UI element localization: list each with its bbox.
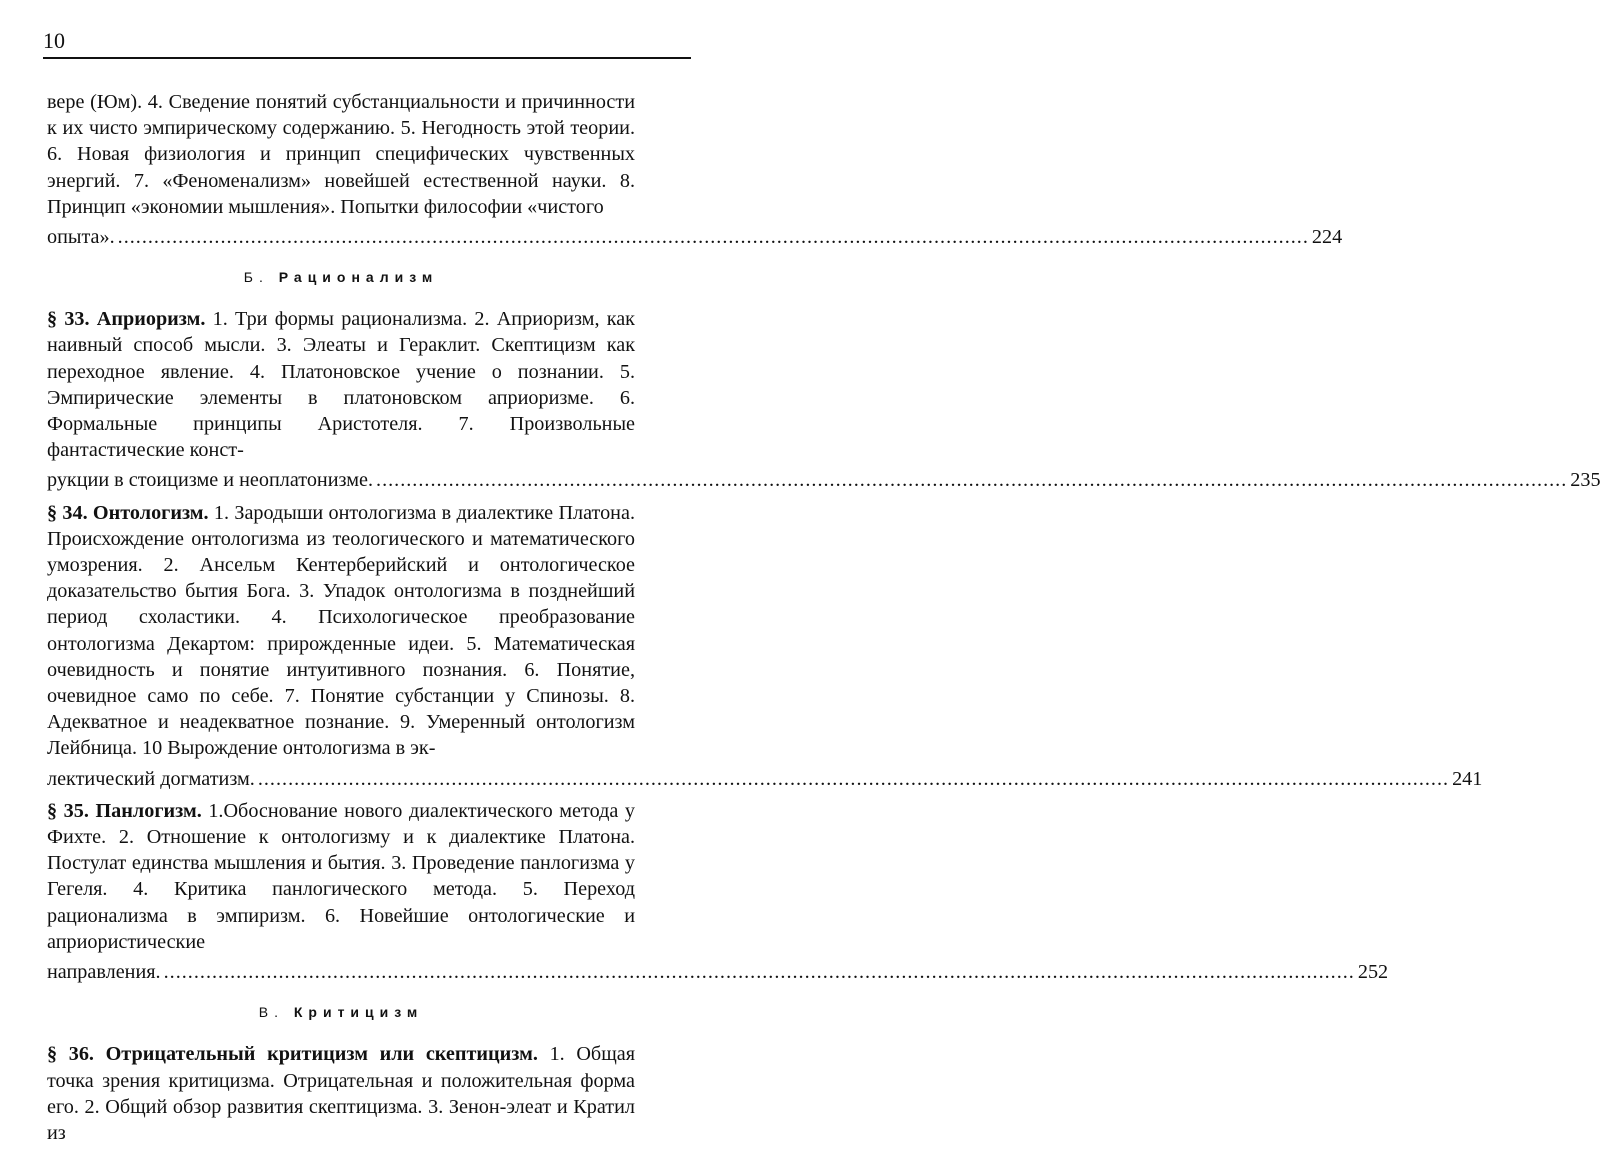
section-title: Рационализм xyxy=(278,269,439,286)
page-number: 10 xyxy=(43,28,65,53)
section-heading xyxy=(47,266,635,288)
entry-heading: § 36. Отрицательный критицизм или скептицизм. xyxy=(47,1043,538,1066)
entry-heading: § 35. Панлогизм. xyxy=(47,799,202,822)
entry-leader-line xyxy=(47,224,1343,250)
entry-leader-line xyxy=(47,766,1483,792)
entry-text xyxy=(47,500,635,762)
page-ref: 241 xyxy=(1452,767,1483,790)
toc-entry xyxy=(47,798,1389,985)
section-letter: Б. xyxy=(243,269,269,286)
entry-last-line: опыта». xyxy=(47,226,115,249)
toc-entry xyxy=(47,306,1601,493)
leader-dots: ..................................................................................................................................................................................................... xyxy=(257,767,1450,790)
entry-body: вере (Юм). 4. Сведение понятий субстанциальности и причинности к их чисто эмпирическому содержанию. 5. Негодность этой теории. 6. Новая физиология и принцип специфических чувственных энергий. 7. «Феноменализм» новейшей естественной науки. 8. Принцип «экономии мышления». Попытки философии «чистого xyxy=(47,91,635,218)
entry-body: 1. Три формы рационализма. 2. Априоризм, как наивный способ мысли. 3. Элеаты и Гераклит. Скептицизм как переходное явление. 4. Платоновское учение о познании. 5. Эмпирические элементы в платоновском априоризме. 6. Формальные принципы Аристотеля. 7. Произвольные фантастические конст- xyxy=(47,308,635,462)
entry-text xyxy=(47,798,635,955)
entry-last-line: направления. xyxy=(47,961,161,984)
toc-entry xyxy=(47,89,1343,250)
page-ref: 252 xyxy=(1357,961,1389,984)
toc-entry xyxy=(47,500,1483,792)
entry-leader-line xyxy=(47,467,1601,493)
toc-content xyxy=(47,89,1601,1150)
leader-dots: ..................................................................................................................................................................................................... xyxy=(117,226,1309,249)
section-heading xyxy=(47,1001,635,1023)
entry-text xyxy=(47,89,635,220)
leader-dots: ..................................................................................................................................................................................................... xyxy=(163,961,1355,984)
entry-body: 1.Обоснование нового диалектического метода у Фихте. 2. Отношение к онтологизму и к диалектике Платона. Постулат единства мышления и бытия. 3. Проведение панлогизма у Гегеля. 4. Критика панлогического метода. 5. Переход рационализма в эмпиризм. 6. Новейшие онтологические и априористические xyxy=(47,799,635,953)
toc-entry xyxy=(47,1041,635,1146)
header-rule xyxy=(43,57,691,59)
section-letter: В. xyxy=(258,1004,284,1021)
entry-text xyxy=(47,306,635,463)
entry-leader-line xyxy=(47,959,1389,985)
entry-last-line: лектический догматизм. xyxy=(47,767,255,790)
entry-text xyxy=(47,1041,635,1146)
page-ref: 235 xyxy=(1570,469,1601,492)
page-ref: 224 xyxy=(1311,226,1343,249)
section-title: Критицизм xyxy=(293,1004,424,1021)
entry-body: 1. Общая точка зрения критицизма. Отрицательная и положительная форма его. 2. Общий обзор развития скептицизма. 3. Зенон-элеат и Кратил из xyxy=(47,1043,635,1144)
entry-heading: § 34. Онтологизм. xyxy=(47,501,209,524)
entry-body: 1. Зародыши онтологизма в диалектике Платона. Происхождение онтологизма из теологического и математического умозрения. 2. Ансельм Кентерберийский и онтологическое доказательство бытия Бога. 3. Упадок онтологизма в позднейший период схоластики. 4. Психологическое преобразование онтологизма Декартом: прирожденные идеи. 5. Математическая очевидность и понятие интуитивного познания. 6. Понятие, очевидное само по себе. 7. Понятие субстанции у Спинозы. 8. Адекватное и неадекватное познание. 9. Умеренный онтологизм Лейбница. 10 Вырождение онтологизма в эк- xyxy=(47,501,635,760)
leader-dots: ..................................................................................................................................................................................................... xyxy=(376,469,1568,492)
entry-heading: § 33. Априоризм. xyxy=(47,308,206,331)
entry-last-line: рукции в стоицизме и неоплатонизме. xyxy=(47,469,374,492)
